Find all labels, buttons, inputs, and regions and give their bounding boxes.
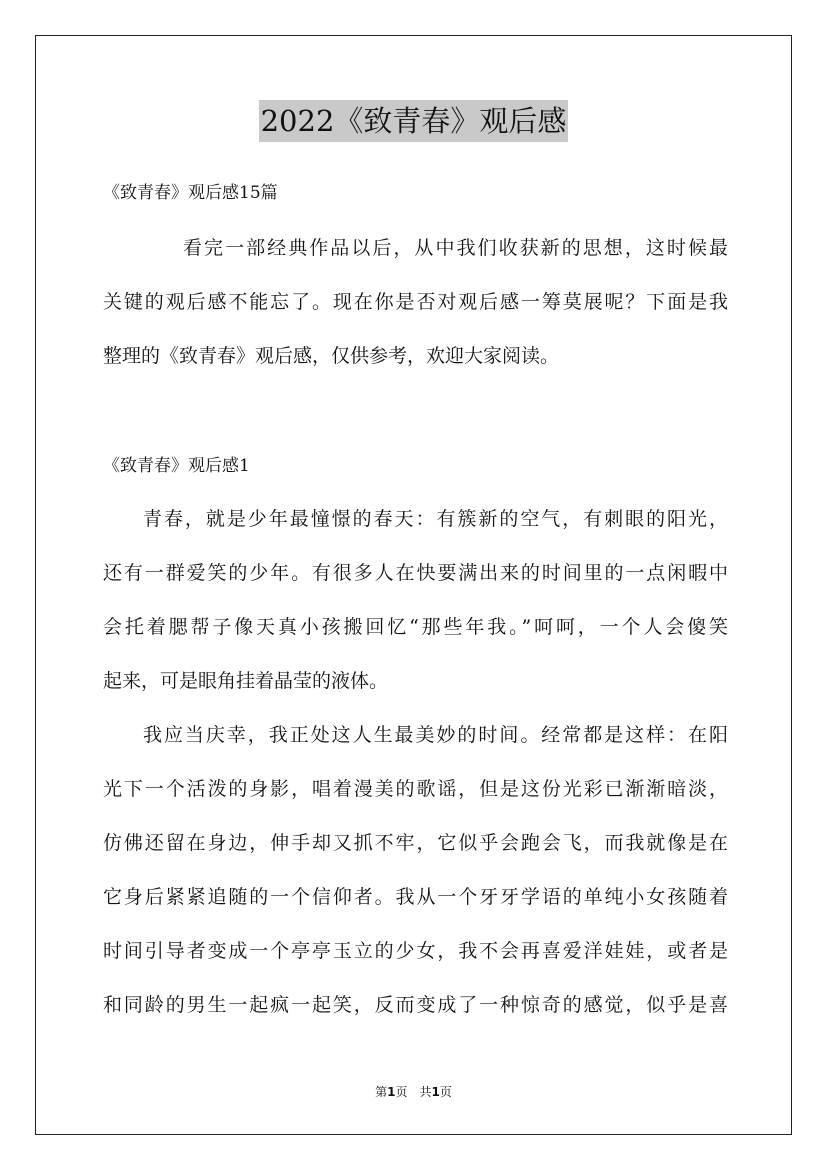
section-heading: 《致青春》观后感1 [103, 456, 250, 476]
para2-line-3: 仿佛还留在身边，伸手却又抓不牢，它似乎会跑会飞，而我就像是在 [103, 832, 728, 854]
footer-page-current: 1 [387, 1085, 396, 1099]
document-subtitle: 《致青春》观后感15篇 [103, 183, 278, 203]
footer-suffix: 页 [439, 1085, 452, 1099]
footer-prefix: 第 [375, 1085, 388, 1099]
para2-line-6: 和同龄的男生一起疯一起笑，反而变成了一种惊奇的感觉，似乎是喜 [103, 994, 728, 1016]
para1-line-3: 会托着腮帮子像天真小孩搬回忆“那些年我。”呵呵，一个人会傻笑 [103, 616, 728, 638]
footer-mid: 页 共 [395, 1085, 432, 1099]
para1-line-2: 还有一群爱笑的少年。有很多人在快要满出来的时间里的一点闲暇中 [103, 562, 728, 584]
para2-line-4: 它身后紧紧追随的一个信仰者。我从一个牙牙学语的单纯小女孩随着 [103, 886, 728, 908]
intro-line-1: 看完一部经典作品以后，从中我们收获新的思想，这时候最 [183, 237, 728, 259]
intro-line-2: 关键的观后感不能忘了。现在你是否对观后感一筹莫展呢？下面是我 [103, 291, 728, 313]
para1-line-1: 青春，就是少年最憧憬的春天：有簇新的空气，有刺眼的阳光， [143, 508, 728, 530]
intro-line-3: 整理的《致青春》观后感，仅供参考，欢迎大家阅读。 [103, 345, 560, 367]
para2-line-2: 光下一个活泼的身影，唱着漫美的歌谣，但是这份光彩已渐渐暗淡， [103, 778, 728, 800]
footer-page-total: 1 [431, 1085, 440, 1099]
page-footer [0, 1083, 827, 1100]
para1-line-4: 起来，可是眼角挂着晶莹的液体。 [103, 670, 389, 692]
title-wrap [0, 100, 827, 142]
para2-line-5: 时间引导者变成一个亭亭玉立的少女，我不会再喜爱洋娃娃，或者是 [103, 940, 728, 962]
para2-line-1: 我应当庆幸，我正处这人生最美妙的时间。经常都是这样：在阳 [143, 724, 728, 746]
document-title: 2022《致青春》观后感 [259, 100, 569, 142]
